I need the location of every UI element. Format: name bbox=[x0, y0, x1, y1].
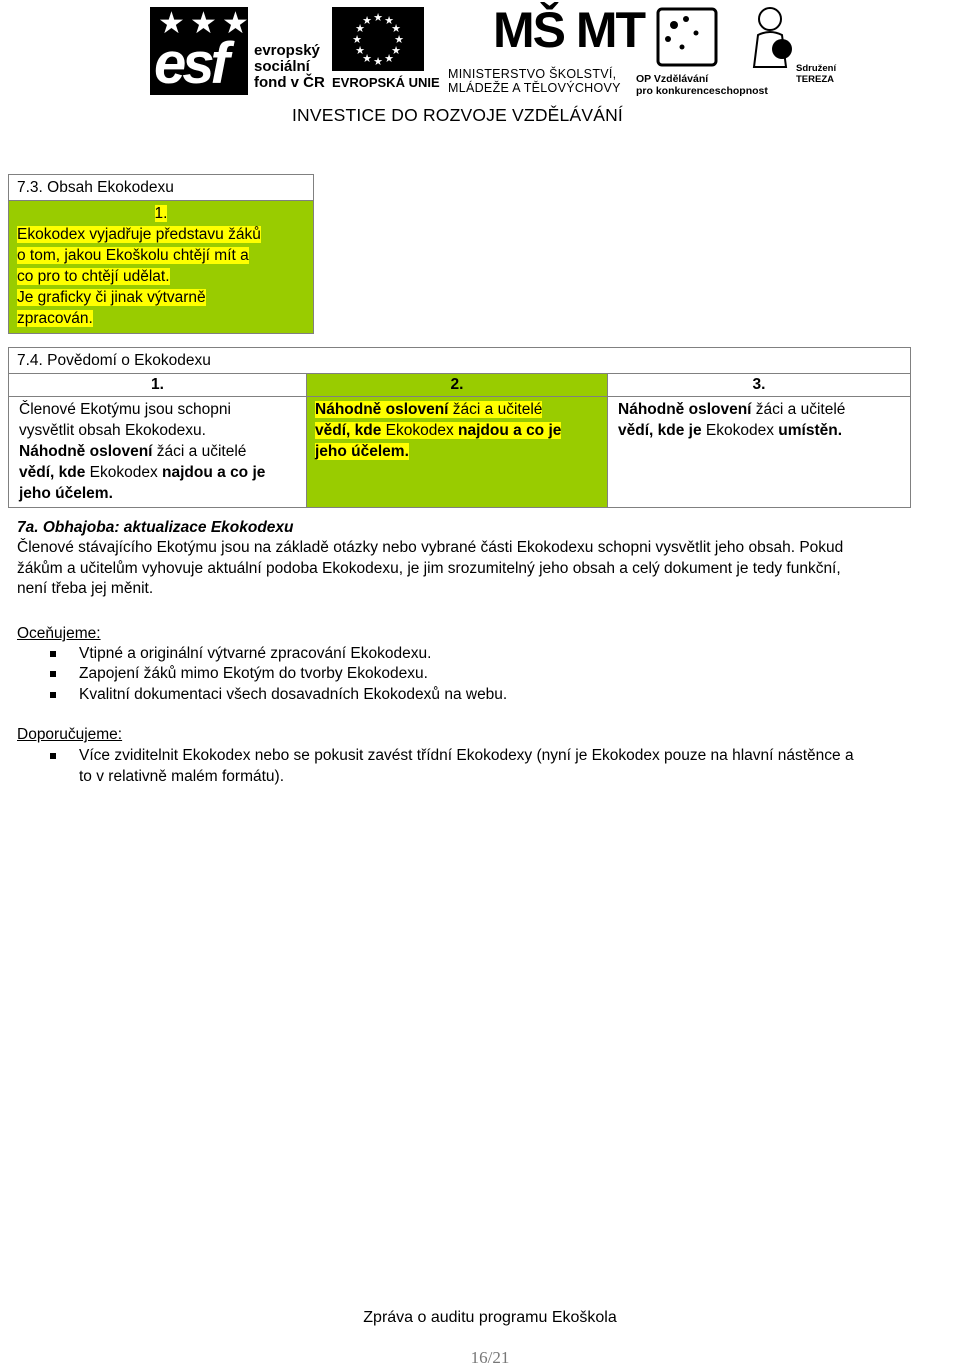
msmt-caption: MINISTERSTVO ŠKOLSTVÍ, MLÁDEŽE A TĚLOVÝCHOVY bbox=[448, 67, 621, 95]
svg-text:★: ★ bbox=[384, 52, 394, 65]
svg-text:★: ★ bbox=[362, 52, 372, 65]
table2-level-1-cell: Členové Ekotýmu jsou schopni vysvětlit obsah Ekokodexu. Náhodně oslovení žáci a učitelé vědí, kde Ekokodex najdou a co je jeho účelem. bbox=[9, 397, 307, 508]
svg-text:★: ★ bbox=[391, 22, 401, 35]
table1-heading: 7.3. Obsah Ekokodexu bbox=[9, 175, 314, 201]
sdruzeni-caption: Sdružení TEREZA bbox=[796, 63, 837, 85]
eu-flag-logo bbox=[332, 7, 424, 71]
svg-text:★: ★ bbox=[355, 44, 365, 57]
esf-caption: evropský sociální fond v ČR bbox=[254, 42, 325, 91]
investice-tagline: INVESTICE DO ROZVOJE VZDĚLÁVÁNÍ bbox=[292, 105, 623, 125]
msmt-logo: MŠ MT bbox=[493, 2, 645, 58]
svg-text:★: ★ bbox=[384, 14, 394, 27]
doporucujeme-item: Více zviditelnit Ekokodex nebo se pokusit zavést třídní Ekokodexy (nyní je Ekokodex pouze na hlavní nástěnce a to v relativně malém formátu). bbox=[79, 747, 854, 785]
bullet-icon bbox=[50, 651, 56, 657]
esf-logo-text: esf bbox=[154, 31, 226, 96]
table2-level-3-cell: Náhodně oslovení žáci a učitelé vědí, kde je Ekokodex umístěn. bbox=[608, 397, 911, 508]
svg-text:★: ★ bbox=[362, 14, 372, 27]
criterion-text: Ekokodex vyjadřuje představu žáků bbox=[17, 226, 261, 243]
section-7a-title: 7a. Obhajoba: aktualizace Ekokodexu bbox=[17, 519, 294, 536]
ocenujeme-item: Vtipné a originální výtvarné zpracování Ekokodexu. bbox=[79, 645, 432, 662]
doporucujeme-label: Doporučujeme: bbox=[17, 726, 123, 743]
section-7a-paragraph: Členové stávajícího Ekotýmu jsou na základě otázky nebo vybrané části Ekokodexu schopni vysvětlit jeho obsah. Pokud žákům a učitelům vyhovuje aktuální podoba Ekokodexu, je jim srozumitelný jeho obsah a celý dokument je tedy funkční, není třeba jej měnit. bbox=[17, 539, 844, 597]
table-povedomi-o-ekokodexu bbox=[8, 347, 911, 508]
svg-text:★: ★ bbox=[355, 22, 365, 35]
level-label: 1. bbox=[154, 205, 168, 222]
ocenujeme-item: Zapojení žáků mimo Ekotým do tvorby Ekokodexu. bbox=[79, 665, 428, 682]
ocenujeme-label: Oceňujeme: bbox=[17, 625, 101, 642]
svg-text:★: ★ bbox=[373, 11, 383, 24]
table2-level-2: 2. bbox=[307, 374, 608, 397]
table1-level-1-cell: 1. Ekokodex vyjadřuje představu žáků o tom, jakou Ekoškolu chtějí mít a co pro to chtějí udělat. Je graficky či jinak výtvarně zpracován. bbox=[9, 201, 314, 334]
bullet-icon bbox=[50, 753, 56, 759]
bullet-icon bbox=[50, 671, 56, 677]
eu-label: EVROPSKÁ UNIE bbox=[332, 75, 440, 90]
op-caption: OP Vzdělávání pro konkurenceschopnost bbox=[636, 73, 768, 97]
ocenujeme-item: Kvalitní dokumentaci všech dosavadních Ekokodexů na webu. bbox=[79, 686, 508, 703]
table2-level-3: 3. bbox=[608, 374, 911, 397]
esf-logo: ★ ★ ★ esf bbox=[150, 7, 248, 95]
table2-level-2-cell: Náhodně oslovení žáci a učitelé vědí, kde Ekokodex najdou a co je jeho účelem. bbox=[307, 397, 608, 508]
svg-text:★: ★ bbox=[394, 33, 404, 46]
table2-level-1: 1. bbox=[9, 374, 307, 397]
bullet-icon bbox=[50, 692, 56, 698]
header-logos bbox=[148, 2, 838, 125]
sdruzeni-tereza-logo bbox=[748, 5, 796, 71]
svg-text:★: ★ bbox=[352, 33, 362, 46]
svg-text:★: ★ bbox=[391, 44, 401, 57]
op-logo bbox=[656, 7, 718, 67]
table2-heading: 7.4. Povědomí o Ekokodexu bbox=[9, 348, 911, 374]
svg-text:★: ★ bbox=[373, 55, 383, 68]
footer-title: Zpráva o auditu programu Ekoškola bbox=[363, 1309, 617, 1326]
table-obsah-ekokodexu bbox=[8, 174, 314, 334]
page-number: 16/21 bbox=[470, 1348, 510, 1367]
